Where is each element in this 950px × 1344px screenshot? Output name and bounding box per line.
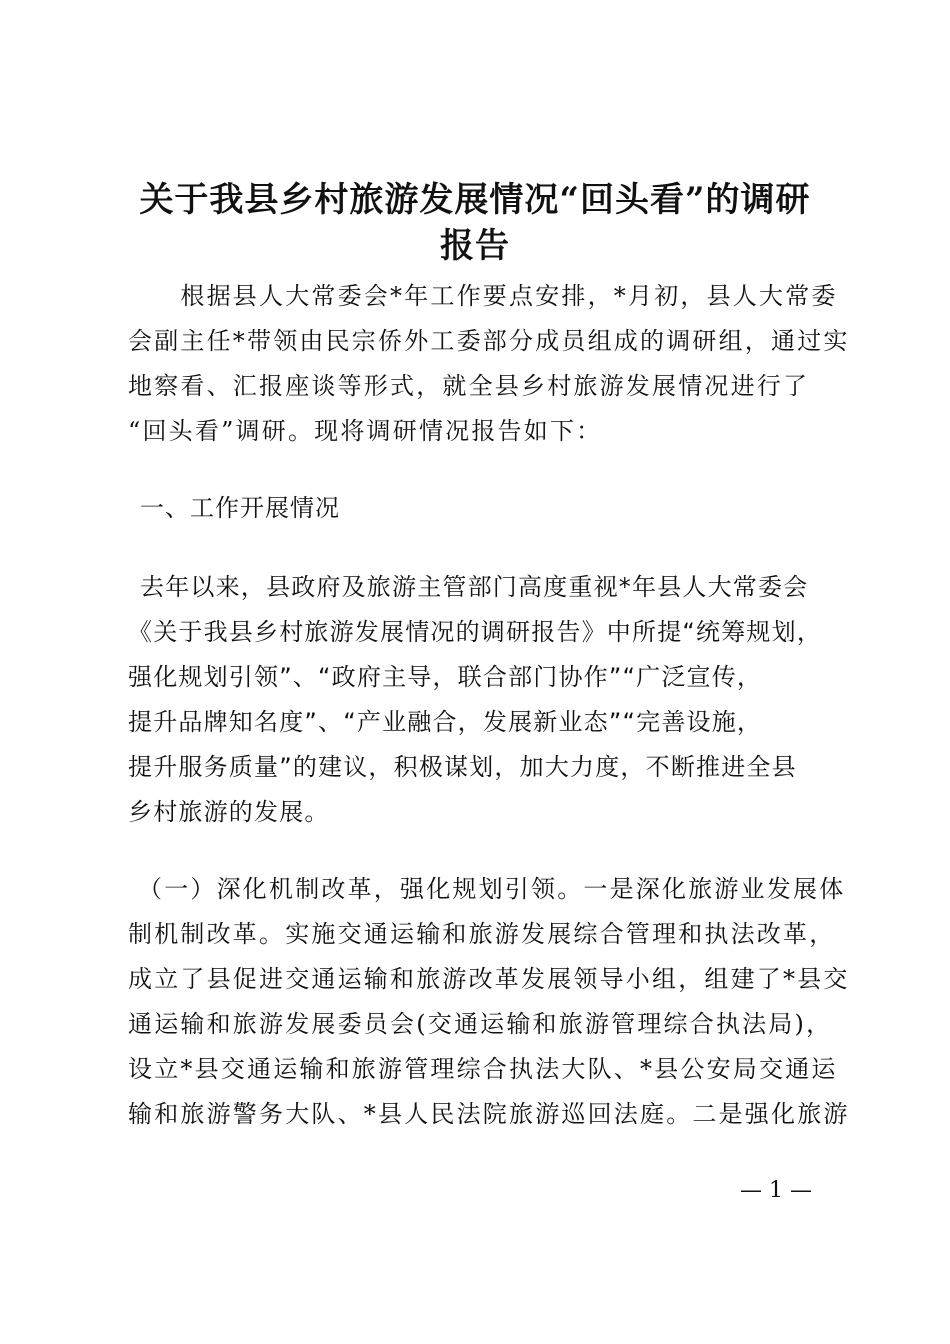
document-title-line-1: 关于我县乡村旅游发展情况“回头看”的调研: [139, 180, 811, 220]
paragraph-line: 乡村旅游的发展。: [128, 798, 330, 826]
paragraph-line: 提升服务质量”的建议，积极谋划，加大力度，不断推进全县: [128, 753, 797, 781]
paragraph-line: 去年以来，县政府及旅游主管部门高度重视*年县人大常委会: [140, 573, 809, 601]
paragraph-line: 制机制改革。实施交通运输和旅游发展综合管理和执法改革，: [128, 920, 836, 948]
intro-paragraph: [128, 274, 850, 454]
section-heading: 一、工作开展情况: [140, 494, 340, 522]
paragraph-line: 成立了县促进交通运输和旅游改革发展领导小组，组建了*县交: [128, 965, 850, 993]
intro-line: 地察看、汇报座谈等形式，就全县乡村旅游发展情况进行了: [128, 372, 810, 400]
document-title-line-2: 报告: [440, 226, 510, 266]
intro-line: “回头看”调研。现将调研情况报告如下：: [128, 417, 603, 445]
paragraph-line: （一）深化机制改革，强化规划引领。一是深化旅游业发展体: [138, 875, 846, 903]
paragraph-line: 输和旅游警务大队、*县人民法院旅游巡回法庭。二是强化旅游: [128, 1100, 850, 1128]
intro-line: 会副主任*带领由民宗侨外工委部分成员组成的调研组，通过实: [128, 327, 850, 355]
section-paragraph: [128, 565, 838, 835]
subsection-paragraph: [128, 867, 850, 1137]
paragraph-line: 提升品牌知名度”、“产业融合，发展新业态”“完善设施，: [128, 708, 763, 736]
paragraph-line: 《关于我县乡村旅游发展情况的调研报告》中所提“统筹规划，: [128, 618, 823, 646]
paragraph-line: 通运输和旅游发展委员会(交通运输和旅游管理综合执法局)，: [128, 1010, 833, 1038]
intro-line: 根据县人大常委会*年工作要点安排，*月初，县人大常委: [128, 282, 838, 310]
paragraph-line: 设立*县交通运输和旅游管理综合执法大队、*县公安局交通运: [128, 1055, 838, 1083]
page-number: — 1 —: [740, 1178, 812, 1203]
paragraph-line: 强化规划引领”、“政府主导，联合部门协作”“广泛宣传，: [128, 663, 763, 691]
